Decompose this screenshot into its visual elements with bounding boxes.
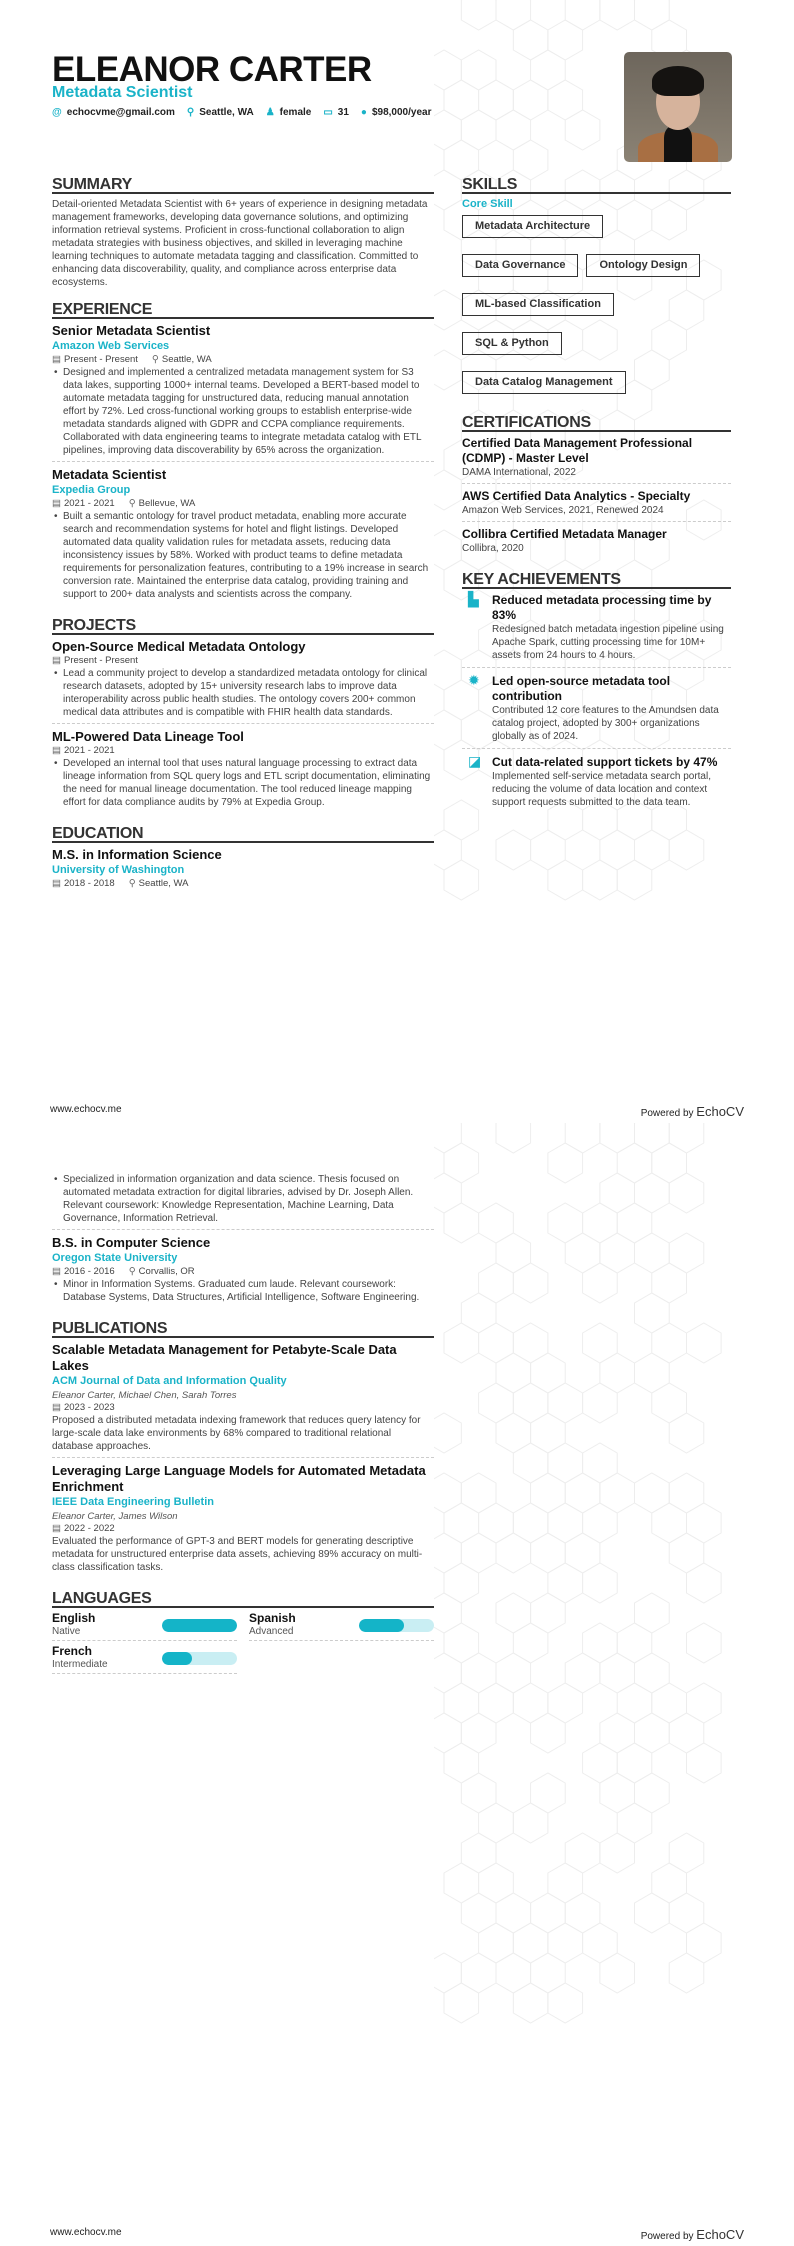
resume-page-2	[0, 1123, 794, 2246]
education-section-continued	[52, 1173, 434, 1308]
location-icon: ⚲	[151, 354, 159, 365]
job-title: Metadata Scientist	[52, 467, 167, 482]
certification-item: AWS Certified Data Analytics - Specialty Amazon Web Services, 2021, Renewed 2024	[462, 489, 731, 522]
education-item	[52, 1173, 434, 1230]
contact-location: ⚲ Seattle, WA	[186, 107, 254, 118]
experience-item	[52, 323, 434, 462]
calendar-icon: ▤	[52, 655, 61, 666]
section-heading: LANGUAGES	[52, 1592, 434, 1608]
project-title: Open-Source Medical Metadata Ontology	[52, 639, 306, 654]
language-level: Intermediate	[52, 1659, 108, 1670]
skill-tag: Data Governance	[462, 254, 578, 277]
bullet: • Designed and implemented a centralized metadata management system for S3 data lakes, supporting 1000+ internal teams. Developed a BERT-based model to automate metadata tagging for unstructured data, reducing manual annotation effort by 72%. Led cross-functional working groups to establish enterprise-wide metadata standards aligned with GDPR and CCPA compliance requirements. Collaborated with data engineering teams to integrate metadata catalog with ETL pipelines, improving data discoverability by 65% across the organization.	[52, 366, 434, 457]
contact-age: ▭ 31	[323, 107, 349, 118]
job-title: Senior Metadata Scientist	[52, 323, 211, 338]
project-title: ML-Powered Data Lineage Tool	[52, 729, 244, 744]
calendar-icon: ▭	[323, 107, 333, 118]
proficiency-bar	[359, 1619, 434, 1632]
location-icon: ⚲	[128, 878, 136, 889]
location: Corvallis, OR	[138, 1266, 195, 1277]
language-list	[52, 1612, 434, 1674]
projects-section	[52, 619, 434, 813]
proficiency-bar	[162, 1652, 237, 1665]
school: Oregon State University	[52, 1252, 178, 1264]
section-heading: SUMMARY	[52, 178, 434, 194]
contact-email[interactable]: @ echocvme@gmail.com	[52, 107, 175, 118]
person-icon: ♟	[265, 107, 275, 118]
location: Seattle, WA	[138, 878, 189, 889]
certification-item: Certified Data Management Professional (CDMP) - Master Level DAMA International, 2022	[462, 436, 731, 484]
location: Seattle, WA	[161, 354, 212, 365]
file-chart-icon: ▙	[468, 591, 479, 607]
footer-site-link[interactable]: www.echocv.me	[50, 1104, 122, 1115]
education-item	[52, 1235, 434, 1308]
dates: 2018 - 2018	[63, 878, 115, 889]
calendar-icon: ▤	[52, 878, 61, 889]
dates: Present - Present	[63, 354, 138, 365]
footer-powered: Powered by EchoCV	[640, 1104, 744, 1119]
profile-photo	[624, 52, 732, 162]
bullet: • Specialized in information organization and data science. Thesis focused on automated metadata extraction for digital libraries, advised by Dr. Joseph Allen. Relevant coursework: Knowledge Representation, Machine Learning, Data Governance, Information Retrieval.	[52, 1173, 434, 1225]
section-heading: EXPERIENCE	[52, 303, 434, 319]
section-heading: EDUCATION	[52, 827, 434, 843]
project-item	[52, 639, 434, 724]
calendar-icon: ▤	[52, 745, 61, 756]
bug-icon: ✹	[468, 672, 480, 688]
dates: 2016 - 2016	[63, 1266, 115, 1277]
skill-tag: Ontology Design	[586, 254, 700, 277]
company: Expedia Group	[52, 484, 131, 496]
skill-tag: Data Catalog Management	[462, 371, 626, 394]
achievement-item: ◪ Cut data-related support tickets by 47% Implemented self-service metadata search portal, reducing the volume of data location and context support requests submitted to the data team.	[462, 755, 731, 814]
section-heading: PUBLICATIONS	[52, 1322, 434, 1338]
calendar-icon: ▤	[52, 1402, 61, 1413]
section-heading: KEY ACHIEVEMENTS	[462, 573, 731, 589]
publication-item: Scalable Metadata Management for Petabyte-Scale Data Lakes ACM Journal of Data and Information Quality Eleanor Carter, Michael Chen, Sarah Torres ▤ 2023 - 2023 Proposed a distributed metadata indexing framework that reduces query latency for large-scale data lake environments by 68% compared to traditional relational database approaches.	[52, 1342, 434, 1458]
bullet: • Minor in Information Systems. Graduated cum laude. Relevant coursework: Database Systems, Data Structures, Artificial Intelligence, Software Engineering.	[52, 1278, 434, 1304]
location-icon: ⚲	[128, 1266, 136, 1277]
summary-section	[52, 178, 434, 289]
project-item	[52, 729, 434, 813]
skill-tag: ML-based Classification	[462, 293, 614, 316]
right-column	[462, 178, 731, 828]
language-level: Native	[52, 1626, 81, 1637]
contact-row	[52, 107, 431, 118]
language-name: English	[52, 1611, 96, 1625]
skill-tag: Metadata Architecture	[462, 215, 603, 238]
language-item	[52, 1612, 237, 1641]
bullet: • Developed an internal tool that uses natural language processing to extract data lineage information from SQL query logs and ETL script documentation, eliminating the need for manual lineage documentation. The tool reduced lineage mapping effort for data compliance audits by 79% at Expedia Group.	[52, 757, 434, 809]
school: University of Washington	[52, 864, 185, 876]
proficiency-bar	[162, 1619, 237, 1632]
footer-site-link[interactable]: www.echocv.me	[50, 2227, 122, 2238]
language-item	[249, 1612, 434, 1641]
education-section	[52, 827, 434, 890]
language-level: Advanced	[249, 1626, 294, 1637]
candidate-title: Metadata Scientist	[52, 84, 193, 101]
location: Bellevue, WA	[138, 498, 196, 509]
left-column	[52, 1173, 434, 1688]
hexagon-background-pattern	[434, 1123, 794, 2123]
calendar-icon: ▤	[52, 498, 61, 509]
skill-tag: SQL & Python	[462, 332, 562, 355]
section-heading: SKILLS	[462, 178, 731, 194]
certifications-section	[462, 416, 731, 559]
degree: B.S. in Computer Science	[52, 1235, 211, 1250]
company: Amazon Web Services	[52, 340, 170, 352]
calendar-icon: ▤	[52, 1523, 61, 1534]
dates: 2021 - 2021	[63, 498, 115, 509]
page-footer	[50, 2227, 744, 2242]
calendar-icon: ▤	[52, 354, 61, 365]
page-footer	[50, 1104, 744, 1119]
bullet: • Built a semantic ontology for travel product metadata, enabling more accurate search and recommendation systems for hotel and flight listings. Developed automated data quality validation rules for metadata assets, reducing data inconsistency issues by 58%. Worked with product teams to define metadata requirements for personalization features, contributing to a 19% increase in search conversion rate. Maintained the enterprise data catalog, providing training and support to 200+ data analysts and scientists across the company.	[52, 510, 434, 601]
skills-section	[462, 178, 731, 402]
section-heading: CERTIFICATIONS	[462, 416, 731, 432]
location-icon: ⚲	[128, 498, 136, 509]
achievement-item: ✹ Led open-source metadata tool contribution Contributed 12 core features to the Amundsen data catalog project, adopted by 300+ organizations globally as of 2024.	[462, 674, 731, 749]
left-column	[52, 178, 434, 904]
achievements-section	[462, 573, 731, 814]
achievement-item: ▙ Reduced metadata processing time by 83% Redesigned batch metadata ingestion pipeline using Apache Spark, cutting processing time for 10M+ assets from 24 hours to 4 hours.	[462, 593, 731, 668]
publications-section	[52, 1322, 434, 1578]
skill-tags	[462, 215, 731, 402]
language-item	[52, 1645, 237, 1674]
calendar-icon: ▤	[52, 1266, 61, 1277]
footer-powered: Powered by EchoCV	[640, 2227, 744, 2242]
summary-text: Detail-oriented Metadata Scientist with 6+ years of experience in designing metadata management frameworks, developing data governance solutions, and optimizing information retrieval systems. Proficient in cross-functional collaboration to align metadata strategies with business objectives, and skilled in leveraging machine learning techniques to automate metadata tagging and classification. Committed to enhancing data discoverability, quality, and compliance across enterprise data ecosystems.	[52, 199, 428, 288]
bullet: • Lead a community project to develop a standardized metadata ontology for clinical research datasets, adopted by 15+ university research labs to improve data interoperability across public health studies. The ontology covers 200+ common medical data attributes and is compatible with FHIR health data standards.	[52, 667, 434, 719]
contact-gender: ♟ female	[265, 107, 312, 118]
location-icon: ⚲	[186, 107, 195, 118]
at-icon: @	[52, 107, 62, 118]
dates: 2021 - 2021	[63, 745, 115, 756]
degree: M.S. in Information Science	[52, 847, 222, 862]
dates: Present - Present	[63, 655, 138, 666]
language-name: French	[52, 1644, 93, 1658]
slash-icon: ◪	[468, 753, 482, 769]
certification-item: Collibra Certified Metadata Manager Collibra, 2020	[462, 527, 667, 554]
money-icon: ●	[360, 107, 367, 118]
languages-section	[52, 1592, 434, 1674]
skills-subheading: Core Skill	[462, 198, 513, 210]
experience-section	[52, 303, 434, 605]
candidate-name: ELEANOR CARTER	[52, 50, 372, 89]
experience-item	[52, 467, 434, 605]
section-heading: PROJECTS	[52, 619, 434, 635]
contact-salary: ● $98,000/year	[360, 107, 432, 118]
language-name: Spanish	[249, 1611, 296, 1625]
publication-item: Leveraging Large Language Models for Automated Metadata Enrichment IEEE Data Engineering Bulletin Eleanor Carter, James Wilson ▤ 2022 - 2022 Evaluated the performance of GPT-3 and BERT models for generating descriptive metadata for unstructured enterprise data assets, achieving 89% accuracy on multi-class classification tasks.	[52, 1463, 426, 1573]
